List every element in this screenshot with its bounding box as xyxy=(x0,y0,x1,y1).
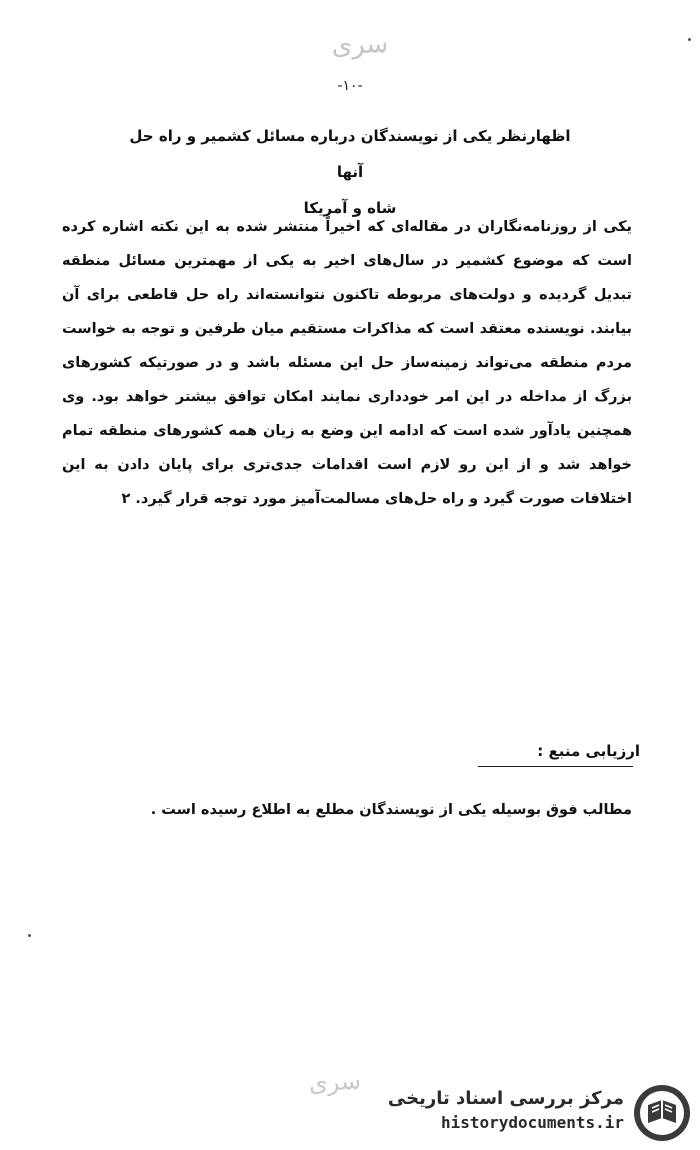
book-logo-icon xyxy=(632,1083,692,1143)
scan-speck xyxy=(28,934,31,937)
footer-url: historydocuments.ir xyxy=(440,1113,624,1132)
conclusion-text: مطالب فوق بوسیله یکی از نویسندگان مطلع به اطلاع رسیده است . xyxy=(150,802,632,818)
scan-speck xyxy=(688,38,691,41)
heading-line-2: شاه و آمریکا xyxy=(303,199,397,217)
body-paragraph: یکی از روزنامه‌نگاران در مقاله‌ای که اخیراً منتشر شده به این نکته اشاره کرده است که موضوع کشمیر در سال‌های اخیر به یکی از مهمترین مسائل منطقه تبدیل گردیده و دولت‌های مربوطه تاکنون نتوانسته‌اند راه حل قاطعی برای آن بیابند. نویسنده معتقد است که مذاکرات مستقیم میان طرفین و توجه به خواست مردم منطقه می‌تواند زمینه‌ساز حل این مسئله باشد و در صورتیکه کشورهای بزرگ از مداخله در این امر خودداری نمایند امکان توافق بیشتر خواهد بود. وی همچنین یادآور شده است که ادامه این وضع به زیان همه کشورهای منطقه تمام خواهد شد و از این رو لازم است اقدامات جدی‌تری برای پایان دادن به این اختلافات صورت گیرد و راه حل‌های مسالمت‌آمیز مورد توجه قرار گیرد. ۲ xyxy=(62,219,632,507)
heading-line-1: اظهارنظر یکی از نویسندگان درباره مسائل کشمیر و راه حل آنها xyxy=(129,127,571,181)
section-underline xyxy=(478,766,633,767)
source-evaluation-heading: ارزیابی منبع : xyxy=(537,742,640,760)
classification-stamp-top: سری xyxy=(331,29,389,61)
footer-org-name: مرکز بررسی اسناد تاریخی xyxy=(387,1088,624,1109)
page-number: -۱۰- xyxy=(337,78,363,94)
classification-stamp-bottom: سری xyxy=(308,1066,362,1098)
footer-watermark xyxy=(304,1088,624,1132)
